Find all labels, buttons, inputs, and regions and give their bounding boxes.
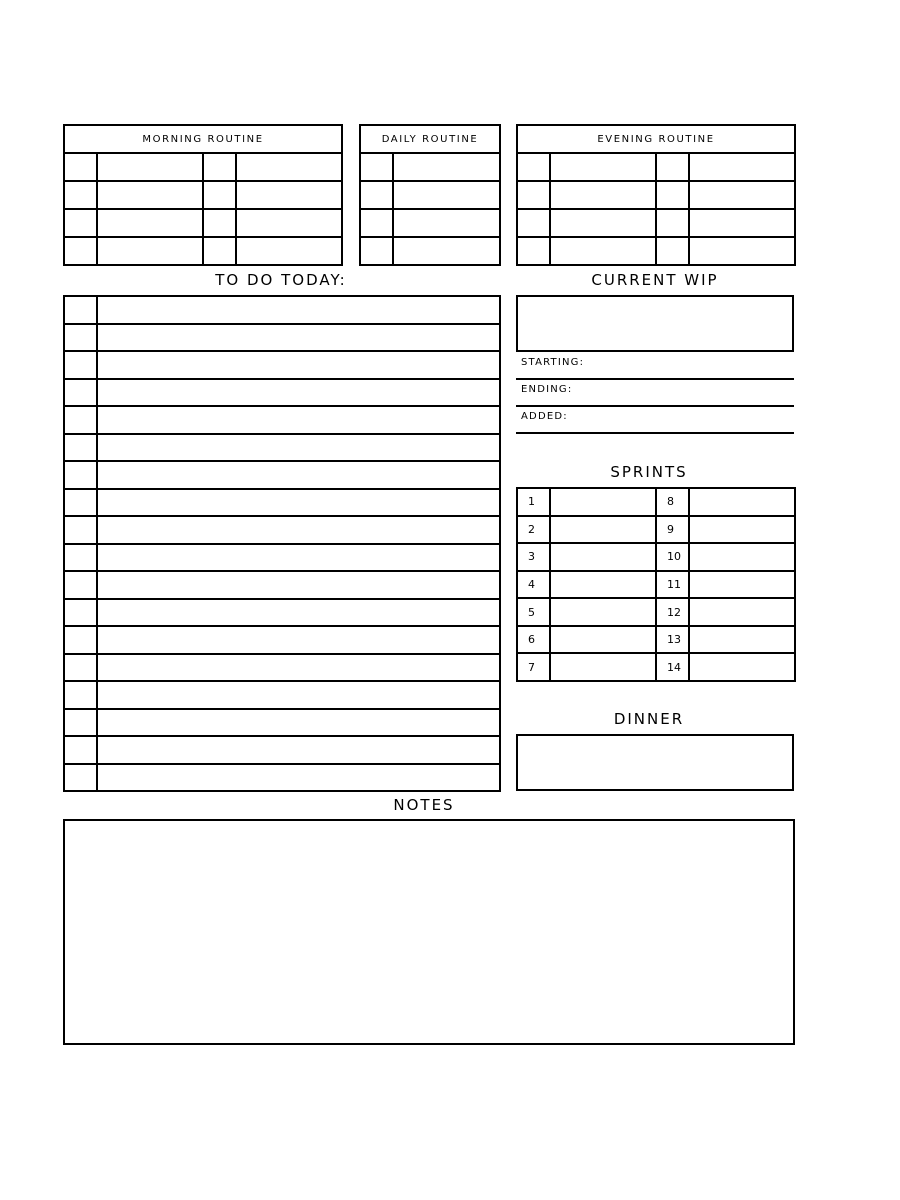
evening-routine-title: EVENING ROUTINE: [517, 125, 795, 153]
sprint-row: [517, 598, 795, 626]
sprint-number: 5: [517, 598, 550, 626]
todo-row: [64, 736, 500, 764]
todo-row: [64, 571, 500, 599]
morning-item[interactable]: [97, 237, 203, 265]
todo-row: [64, 764, 500, 792]
morning-item[interactable]: [97, 209, 203, 237]
todo-checkbox[interactable]: [64, 544, 97, 572]
evening-checkbox[interactable]: [656, 153, 689, 181]
added-label: ADDED:: [521, 411, 568, 422]
sprint-entry[interactable]: [550, 488, 656, 516]
todo-row: [64, 324, 500, 352]
sprint-row: [517, 571, 795, 599]
sprint-number: 9: [656, 516, 689, 544]
sprint-entry[interactable]: [550, 516, 656, 544]
todo-checkbox[interactable]: [64, 461, 97, 489]
sprint-entry[interactable]: [550, 653, 656, 681]
daily-checkbox[interactable]: [360, 153, 393, 181]
todo-item[interactable]: [97, 351, 500, 379]
sprint-entry[interactable]: [550, 543, 656, 571]
todo-title: TO DO TODAY:: [215, 271, 347, 289]
sprint-entry[interactable]: [689, 571, 795, 599]
todo-row: [64, 296, 500, 324]
daily-checkbox[interactable]: [360, 237, 393, 265]
todo-row: [64, 681, 500, 709]
todo-row: [64, 626, 500, 654]
todo-checkbox[interactable]: [64, 626, 97, 654]
sprint-number: 1: [517, 488, 550, 516]
sprint-row: [517, 543, 795, 571]
todo-item[interactable]: [97, 736, 500, 764]
morning-checkbox[interactable]: [64, 209, 97, 237]
added-line[interactable]: [516, 432, 794, 434]
sprint-entry[interactable]: [689, 626, 795, 654]
todo-row: [64, 709, 500, 737]
morning-item[interactable]: [236, 209, 342, 237]
evening-item[interactable]: [550, 209, 656, 237]
morning-checkbox[interactable]: [203, 181, 236, 209]
evening-item[interactable]: [689, 237, 795, 265]
dinner-box[interactable]: [516, 734, 794, 791]
todo-item[interactable]: [97, 406, 500, 434]
morning-item[interactable]: [97, 181, 203, 209]
todo-checkbox[interactable]: [64, 489, 97, 517]
evening-item[interactable]: [550, 181, 656, 209]
todo-checkbox[interactable]: [64, 599, 97, 627]
todo-row: [64, 599, 500, 627]
morning-item[interactable]: [236, 181, 342, 209]
starting-label: STARTING:: [521, 357, 585, 368]
evening-checkbox[interactable]: [517, 237, 550, 265]
todo-item[interactable]: [97, 516, 500, 544]
todo-item[interactable]: [97, 626, 500, 654]
evening-checkbox[interactable]: [656, 237, 689, 265]
todo-item[interactable]: [97, 461, 500, 489]
evening-checkbox[interactable]: [656, 209, 689, 237]
evening-item[interactable]: [689, 209, 795, 237]
daily-checkbox[interactable]: [360, 181, 393, 209]
daily-routine-table: [359, 124, 501, 266]
todo-item[interactable]: [97, 599, 500, 627]
sprint-number: 12: [656, 598, 689, 626]
morning-routine-title: MORNING ROUTINE: [64, 125, 342, 153]
sprint-number: 11: [656, 571, 689, 599]
sprint-entry[interactable]: [550, 626, 656, 654]
evening-checkbox[interactable]: [517, 209, 550, 237]
sprint-number: 6: [517, 626, 550, 654]
sprints-table: [516, 487, 796, 682]
current-wip-title: CURRENT WIP: [591, 271, 719, 289]
todo-row: [64, 406, 500, 434]
daily-routine-title: DAILY ROUTINE: [360, 125, 500, 153]
morning-checkbox[interactable]: [64, 237, 97, 265]
sprint-entry[interactable]: [550, 571, 656, 599]
todo-item[interactable]: [97, 544, 500, 572]
morning-checkbox[interactable]: [203, 153, 236, 181]
sprint-entry[interactable]: [689, 488, 795, 516]
sprint-entry[interactable]: [689, 598, 795, 626]
daily-item[interactable]: [393, 209, 500, 237]
starting-line[interactable]: [516, 378, 794, 380]
todo-row: [64, 489, 500, 517]
notes-title: NOTES: [393, 796, 455, 814]
todo-row: [64, 434, 500, 462]
sprint-row: [517, 653, 795, 681]
todo-item[interactable]: [97, 296, 500, 324]
sprints-title: SPRINTS: [610, 463, 688, 481]
todo-table: [63, 295, 501, 792]
sprint-number: 3: [517, 543, 550, 571]
todo-item[interactable]: [97, 324, 500, 352]
morning-item[interactable]: [236, 237, 342, 265]
sprint-entry[interactable]: [689, 543, 795, 571]
todo-checkbox[interactable]: [64, 681, 97, 709]
todo-row: [64, 544, 500, 572]
evening-routine-table: [516, 124, 796, 266]
evening-item[interactable]: [689, 153, 795, 181]
sprint-row: [517, 488, 795, 516]
sprint-number: 7: [517, 653, 550, 681]
todo-checkbox[interactable]: [64, 406, 97, 434]
todo-checkbox[interactable]: [64, 434, 97, 462]
sprint-entry[interactable]: [689, 653, 795, 681]
daily-item[interactable]: [393, 181, 500, 209]
morning-checkbox[interactable]: [64, 153, 97, 181]
todo-checkbox[interactable]: [64, 296, 97, 324]
todo-item[interactable]: [97, 681, 500, 709]
todo-row: [64, 654, 500, 682]
daily-item[interactable]: [393, 153, 500, 181]
sprint-row: [517, 626, 795, 654]
morning-routine-table: [63, 124, 343, 266]
todo-item[interactable]: [97, 764, 500, 792]
todo-checkbox[interactable]: [64, 764, 97, 792]
evening-item[interactable]: [550, 153, 656, 181]
morning-checkbox[interactable]: [64, 181, 97, 209]
ending-line[interactable]: [516, 405, 794, 407]
evening-checkbox[interactable]: [517, 153, 550, 181]
sprint-number: 4: [517, 571, 550, 599]
evening-item[interactable]: [689, 181, 795, 209]
morning-checkbox[interactable]: [203, 209, 236, 237]
sprint-entry[interactable]: [689, 516, 795, 544]
todo-item[interactable]: [97, 434, 500, 462]
sprint-number: 10: [656, 543, 689, 571]
dinner-title: DINNER: [613, 710, 685, 728]
evening-checkbox[interactable]: [656, 181, 689, 209]
todo-checkbox[interactable]: [64, 571, 97, 599]
todo-checkbox[interactable]: [64, 709, 97, 737]
todo-checkbox[interactable]: [64, 654, 97, 682]
todo-checkbox[interactable]: [64, 736, 97, 764]
evening-item[interactable]: [550, 237, 656, 265]
todo-row: [64, 461, 500, 489]
morning-item[interactable]: [97, 153, 203, 181]
todo-checkbox[interactable]: [64, 516, 97, 544]
sprint-number: 2: [517, 516, 550, 544]
daily-item[interactable]: [393, 237, 500, 265]
sprint-number: 14: [656, 653, 689, 681]
todo-item[interactable]: [97, 489, 500, 517]
sprint-number: 8: [656, 488, 689, 516]
notes-box[interactable]: [63, 819, 795, 1045]
ending-label: ENDING:: [521, 384, 573, 395]
todo-checkbox[interactable]: [64, 379, 97, 407]
todo-row: [64, 379, 500, 407]
todo-item[interactable]: [97, 709, 500, 737]
morning-item[interactable]: [236, 153, 342, 181]
sprint-number: 13: [656, 626, 689, 654]
daily-checkbox[interactable]: [360, 209, 393, 237]
todo-row: [64, 516, 500, 544]
sprint-row: [517, 516, 795, 544]
morning-checkbox[interactable]: [203, 237, 236, 265]
sprint-entry[interactable]: [550, 598, 656, 626]
todo-row: [64, 351, 500, 379]
todo-item[interactable]: [97, 654, 500, 682]
current-wip-box[interactable]: [516, 295, 794, 352]
evening-checkbox[interactable]: [517, 181, 550, 209]
todo-item[interactable]: [97, 379, 500, 407]
todo-checkbox[interactable]: [64, 324, 97, 352]
todo-item[interactable]: [97, 571, 500, 599]
todo-checkbox[interactable]: [64, 351, 97, 379]
